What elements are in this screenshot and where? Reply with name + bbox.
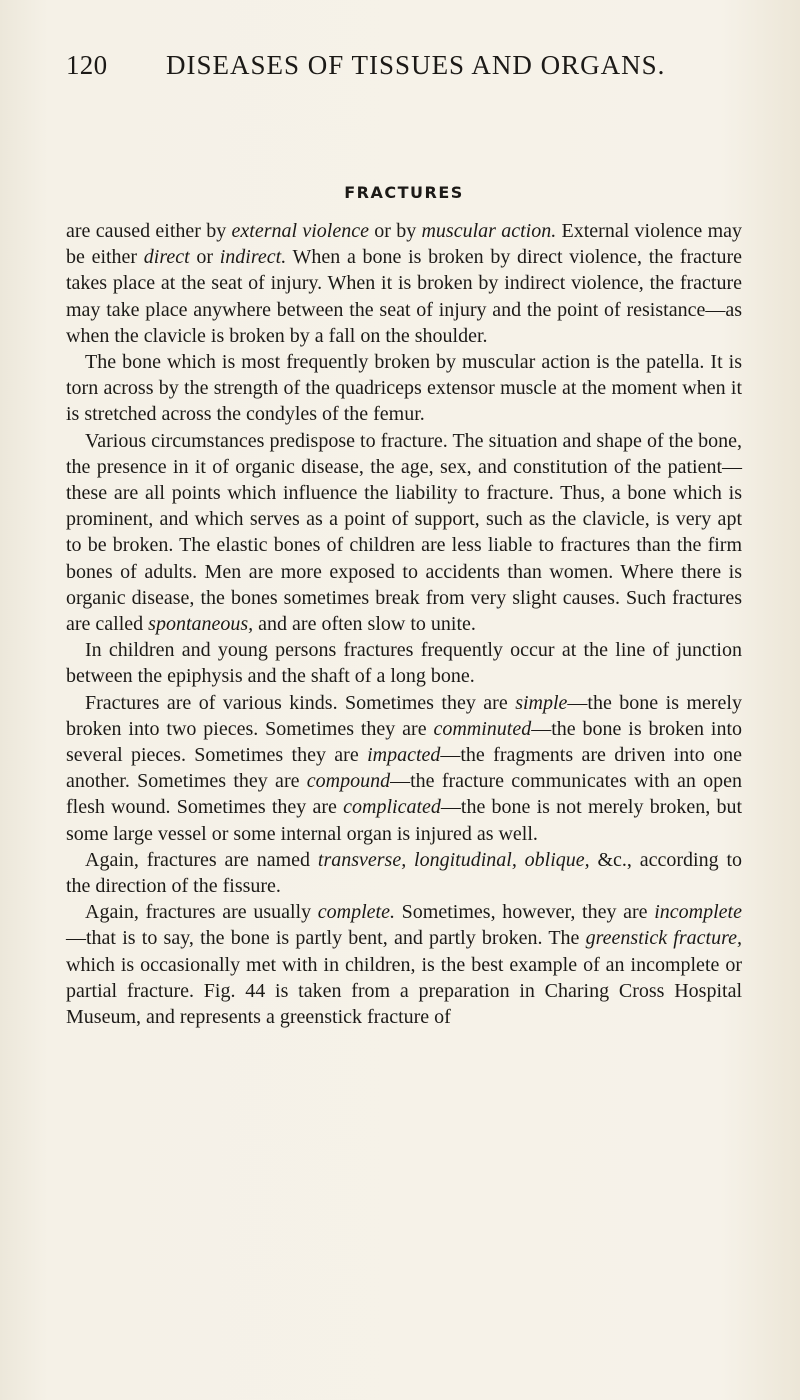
text-run: Sometimes, however, they are [394,901,655,924]
text-run: —the bone is merely broken into two pieces. Sometimes they are [66,691,742,740]
text-run: &c., according to the direction of the fissure. [66,848,742,898]
text-run: which is occasionally met with in children, is the best example of an incomplete or partial fracture. Fig. 44 is taken from a preparation in Charing Cross Hospital Museum, and represents a greenstick fracture of [66,953,742,1029]
running-head [66,50,742,90]
text-run: The bone which is most frequently broken by muscular action is the patella. It is torn across by the strength of the quadriceps extensor muscle at the moment when it is stretched across the condyles of the femur. [66,351,742,426]
text-run: or [189,246,220,269]
paragraph [66,218,742,349]
paragraph [66,428,742,638]
text-run: Various circumstances predispose to fracture. The situation and shape of the bone, the presence in it of organic disease, the age, sex, and constitution of the patient—these are all points which influence the liability to fracture. Thus, a bone which is prominent, and which serves as a point of support, such as the clavicle, is very apt to be broken. The elastic bones of children are less liable to fractures than the firm bones of adults. Men are more exposed to accidents than women. Where there is organic disease, the bones sometimes break from very slight causes. Such fractures are called [66,429,742,636]
text-run: —the fracture communicates with an open flesh wound. Sometimes they are [66,770,742,819]
text-run: In children and young persons fractures frequently occur at the line of junction between the epiphysis and the shaft of a long bone. [66,639,742,688]
paragraph [66,690,742,847]
body-text [66,218,742,1030]
paragraph [66,637,742,689]
text-run: —the bone is not merely broken, but some large vessel or some internal organ is injured as well. [66,796,743,845]
italic-term: indirect. [219,246,287,269]
italic-term: incomplete [654,901,742,924]
italic-term: greenstick fracture, [585,927,742,950]
italic-term: external violence [231,220,369,242]
italic-term: muscular action. [421,220,557,242]
italic-term: complicated [343,796,441,819]
text-run: —the fragments are driven into one another. Sometimes they are [66,744,742,793]
text-run: —the bone is broken into several pieces. Sometimes they are [66,717,742,767]
text-run: Fractures are of various kinds. Sometimes they are [85,691,516,714]
italic-term: spontaneous, [148,613,254,636]
italic-term: simple [515,691,568,714]
page-number: 120 [66,50,108,80]
section-heading: FRACTURES [344,183,464,202]
text-run: Again, fractures are named [85,848,318,871]
italic-term: compound [306,770,391,793]
italic-term: comminuted [433,717,532,740]
text-run: or by [368,220,422,242]
italic-term: complete. [317,901,395,924]
text-run: When a bone is broken by direct violence, the fracture takes place at the seat of injury. When it is broken by indirect violence, the fracture may take place anywhere between the seat of injury and the point of resistance—as when the clavicle is broken by a fall on the shoulder. [66,246,742,347]
italic-term: impacted [367,744,441,767]
italic-term: direct [143,246,190,269]
text-run: are caused either by [66,220,232,242]
italic-term: transverse, longitudinal, oblique, [317,848,590,871]
text-run: —that is to say, the bone is partly bent, and partly broken. The [66,927,586,950]
paragraph [66,899,742,1030]
paragraph [66,349,742,428]
text-run: Again, fractures are usually [85,901,318,924]
paragraph [66,847,742,899]
running-title: DISEASES OF TISSUES AND ORGANS. [166,50,666,80]
text-run: and are often slow to unite. [253,613,476,636]
text-run: External violence may be either [66,220,743,269]
